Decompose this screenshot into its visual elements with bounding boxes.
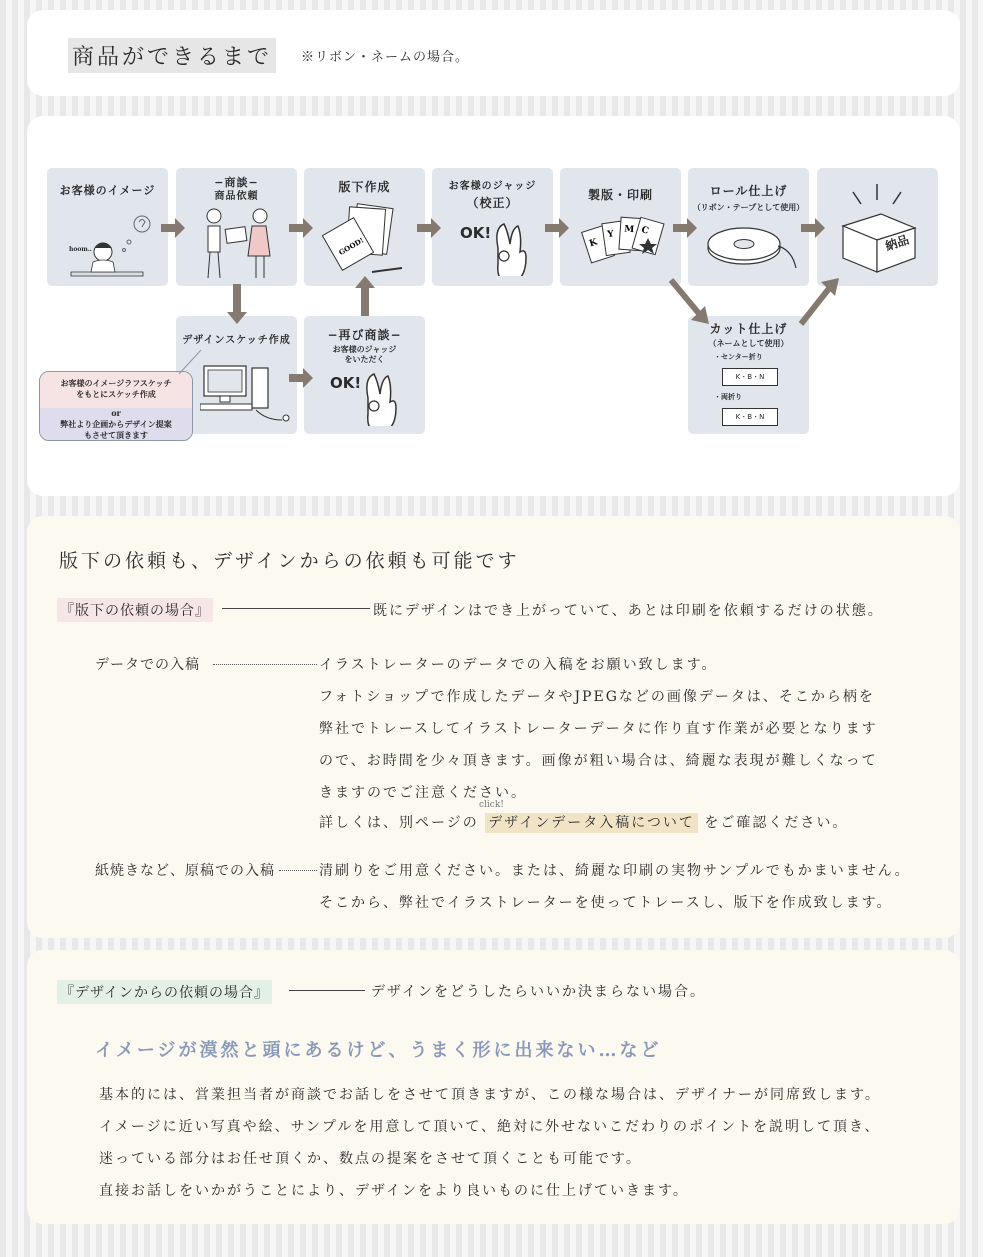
step-renegotiation bbox=[304, 316, 425, 434]
step-renegotiation-sub-b: をいただく bbox=[344, 354, 385, 364]
arrow-right-2 bbox=[289, 216, 313, 240]
data-line-4: ので、お時間を少々頂きます。画像が粗い場合は、綺麗な表現が難しくなって bbox=[319, 753, 878, 769]
computer-icon bbox=[200, 362, 296, 426]
arrow-up-right bbox=[797, 276, 843, 328]
ok-hand-icon bbox=[488, 218, 528, 276]
detail-line bbox=[319, 812, 848, 832]
tag-rule bbox=[222, 608, 370, 609]
step-negotiation bbox=[176, 168, 297, 286]
step-customer-judge-sub: （校正） bbox=[466, 196, 519, 210]
bubble-line-c: 弊社より企画からデザイン提案 bbox=[60, 419, 172, 429]
svg-text:K: K bbox=[588, 237, 599, 250]
bubble-pointer bbox=[177, 346, 207, 376]
detail-pre: 詳しくは、別ページの bbox=[319, 815, 479, 831]
ok-text: OK! bbox=[460, 224, 492, 242]
paper-line-2: そこから、弊社でイラストレーターを使ってトレースし、版下を作成致します。 bbox=[319, 895, 893, 911]
page-title: 商品ができるまで bbox=[68, 38, 276, 73]
dots-2 bbox=[279, 870, 317, 871]
design-subheading: イメージが漠然と頭にあるけど、うまく形に出来ない…など bbox=[95, 1040, 662, 1061]
step-customer-judge bbox=[432, 168, 553, 286]
arrow-right-1 bbox=[161, 216, 185, 240]
title-panel bbox=[27, 10, 960, 96]
name-tag-both: K・B・N bbox=[722, 408, 778, 426]
step-negotiation-sub: 商品依頼 bbox=[214, 191, 259, 202]
both-fold-label: ・両折り bbox=[714, 392, 742, 401]
ok-hand-icon-2 bbox=[358, 368, 398, 426]
data-line-1: イラストレーターのデータでの入稿をお願い致します。 bbox=[319, 657, 718, 673]
thinking-person-icon bbox=[67, 206, 157, 278]
plate-request-panel bbox=[27, 516, 960, 938]
paper-submission-label: 紙焼きなど、原稿での入稿 bbox=[95, 863, 275, 879]
delivery-label: 納品 bbox=[883, 232, 911, 254]
step-roll-finish bbox=[688, 168, 809, 286]
paper-line-1: 清刷りをご用意ください。または、綺麗な印刷の実物サンプルでもかまいません。 bbox=[319, 863, 911, 879]
step-plate-making-label: 版下作成 bbox=[338, 180, 391, 194]
dots-1 bbox=[213, 664, 317, 665]
name-tag-center: K・B・N bbox=[722, 368, 778, 386]
handshake-people-icon bbox=[196, 206, 278, 282]
step-printing bbox=[560, 168, 681, 286]
svg-text:C: C bbox=[640, 225, 650, 237]
data-submission-label: データでの入稿 bbox=[95, 657, 200, 673]
design-line-2: イメージに近い写真や絵、サンプルを用意して頂いて、絶対に外せないこだわりのポイントを説明して頂き、 bbox=[99, 1119, 881, 1135]
design-line-1: 基本的には、営業担当者が商談でお話しをさせて頂きますが、この様な場合は、デザイナーが同席致します。 bbox=[99, 1087, 881, 1103]
plate-request-tag: 『版下の依頼の場合』 bbox=[57, 598, 213, 622]
sketch-bubble bbox=[39, 371, 193, 441]
bubble-line-d: もさせて頂きます bbox=[84, 430, 148, 440]
hoom-text: hoom.. bbox=[69, 246, 92, 253]
step-cut-finish bbox=[688, 316, 809, 434]
step-customer-image-label: お客様のイメージ bbox=[59, 184, 156, 197]
step-customer-judge-label: お客様のジャッジ bbox=[448, 181, 537, 192]
center-fold-label: ・センター折り bbox=[714, 352, 763, 361]
flow-panel bbox=[27, 116, 960, 496]
design-request-panel bbox=[27, 950, 960, 1224]
arrow-right-6 bbox=[801, 216, 825, 240]
arrow-down-right bbox=[667, 276, 713, 326]
data-line-3: 弊社でトレースしてイラストレーターデータに作り直す作業が必要となります bbox=[319, 721, 878, 737]
design-request-desc: デザインをどうしたらいいか決まらない場合。 bbox=[371, 984, 707, 1000]
step-renegotiation-sub-a: お客様のジャッジ bbox=[332, 344, 397, 354]
arrow-up bbox=[353, 274, 377, 316]
good-stamp-text: GOOD! bbox=[337, 235, 366, 257]
design-data-link[interactable]: デザインデータ入稿について bbox=[485, 813, 698, 833]
bubble-bottom bbox=[40, 408, 192, 441]
design-line-4: 直接お話しをいかがうことにより、デザインをより良いものに仕上げていきます。 bbox=[99, 1183, 689, 1199]
ribbon-roll-icon bbox=[702, 222, 798, 278]
step-renegotiation-label: −再び商談− bbox=[327, 328, 402, 342]
design-line-3: 迷っている部分はお任せ頂くか、数点の提案をさせて頂くことも可能です。 bbox=[99, 1151, 642, 1167]
ok-text-2: OK! bbox=[330, 374, 362, 392]
arrow-right-3 bbox=[417, 216, 441, 240]
bubble-top bbox=[40, 372, 192, 408]
documents-icon bbox=[320, 202, 410, 282]
step-delivery bbox=[817, 168, 938, 286]
step-cut-finish-sub: （ネームとして使用） bbox=[708, 338, 789, 348]
step-roll-finish-label: ロール仕上げ bbox=[709, 184, 788, 198]
step-customer-image bbox=[47, 168, 168, 286]
detail-post: をご確認ください。 bbox=[704, 815, 849, 831]
box-icon bbox=[835, 180, 921, 274]
step-printing-label: 製版・印刷 bbox=[587, 188, 653, 202]
arrow-right-5 bbox=[673, 216, 697, 240]
step-plate-making bbox=[304, 168, 425, 286]
plate-request-desc: 既にデザインはでき上がっていて、あとは印刷を依頼するだけの状態。 bbox=[373, 603, 884, 619]
cards-icon bbox=[580, 214, 666, 278]
bubble-line-a: お客様のイメージラフスケッチ bbox=[60, 378, 172, 388]
svg-text:Y: Y bbox=[606, 229, 615, 241]
data-line-2: フォトショップで作成したデータやJPEGなどの画像データは、そこから柄を bbox=[319, 689, 875, 705]
arrow-right-sketch bbox=[289, 366, 313, 390]
arrow-down bbox=[225, 284, 249, 326]
step-roll-finish-sub: （リボン・テープとして使用） bbox=[692, 202, 805, 212]
step-cut-finish-label: カット仕上げ bbox=[709, 322, 788, 336]
section-heading: 版下の依頼も、デザインからの依頼も可能です bbox=[59, 550, 520, 572]
bubble-line-b: をもとにスケッチ作成 bbox=[76, 389, 156, 399]
title-note: ※リボン・ネームの場合。 bbox=[301, 50, 470, 65]
tag-rule-2 bbox=[289, 990, 365, 991]
step-design-sketch-label: デザインスケッチ作成 bbox=[182, 335, 291, 346]
design-request-tag: 『デザインからの依頼の場合』 bbox=[57, 980, 272, 1004]
data-line-5: きますのでご注意ください。 bbox=[319, 785, 527, 801]
arrow-right-4 bbox=[545, 216, 569, 240]
svg-text:M: M bbox=[623, 224, 635, 236]
bubble-or: or bbox=[111, 408, 121, 418]
click-note: click! bbox=[479, 800, 504, 810]
step-negotiation-label: −商談− bbox=[214, 176, 259, 189]
